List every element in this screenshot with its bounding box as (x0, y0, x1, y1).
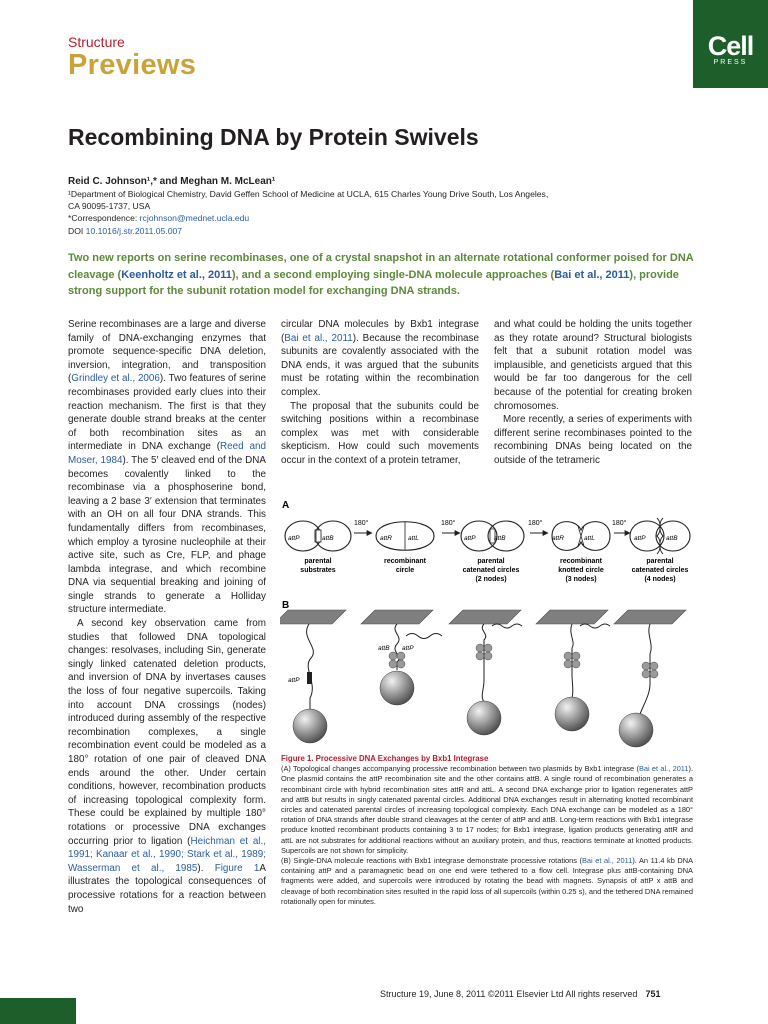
body-paragraph: and what could be holding the units together as they rotate around? Structural biologists felt that a subunit rotation model was implausible, and geneticists argued that this would be far too dangerous for the cell because of the potential for creating broken chromosomes. (494, 319, 692, 412)
magnetic-bead (380, 671, 414, 705)
affiliation-line: ¹Department of Biological Chemistry, David Geffen School of Medicine at UCLA, 615 Charles Young Drive South, Los Angeles, (68, 189, 549, 199)
attp-label-b: attP (402, 645, 414, 652)
attp-label: attP (288, 677, 300, 684)
body-text: ). The 5′ cleaved end of the DNA becomes covalently linked to the recombinase via a phosphoserine bond, leaving a 2 base 3′ extension that terminates with an OH on all four DNA strands. This fundamentally differs from recombinases, which employ a tyrosine nucleophile at their active site, such as Cre, FLP, and phage lambda integrase, and which recombine DNA via sequential breaking and joining of single strands to generate a Holliday structure intermediate. (68, 454, 266, 616)
caption-paragraph (281, 764, 693, 856)
ref-link[interactable]: Bai et al., 2011 (284, 332, 353, 344)
site-label: attB (494, 535, 506, 542)
panel-b-label: B (282, 600, 290, 611)
footer-citation: Structure 19, June 8, 2011 ©2011 Elsevier Ltd All rights reserved (380, 989, 638, 999)
body-paragraph: The proposal that the subunits could be switching positions within a recombinase complex was met with considerable skepticism. How could such movements occur in the context of a protein tetramer, (281, 400, 479, 466)
site-label: attL (408, 535, 419, 542)
doi-link[interactable]: 10.1016/j.str.2011.05.007 (85, 225, 183, 236)
attb-label: attB (378, 645, 390, 652)
paramagnetic-beads (293, 671, 653, 747)
integrase-subunit (476, 644, 484, 652)
cell-press-logo[interactable] (693, 0, 768, 88)
dna-strand (571, 624, 573, 698)
correspondence-label: *Correspondence: (68, 213, 140, 224)
body-text: ). (197, 862, 215, 874)
stage-labels (300, 558, 688, 583)
site-label: attB (322, 535, 334, 542)
body-paragraph (68, 617, 266, 916)
stage-label: recombinant (559, 558, 603, 565)
logo-sub-text: PRESS (713, 59, 748, 66)
integrase-subunit (397, 652, 405, 660)
rotation-label: 180° (612, 520, 627, 527)
stage-label: (3 nodes) (565, 576, 597, 583)
page-footer (380, 989, 660, 999)
body-paragraph (281, 318, 479, 400)
integrase-subunit (642, 662, 650, 670)
correspondence-line (68, 212, 628, 224)
affiliation-block (68, 188, 628, 237)
stage-label: catenated circles (631, 567, 689, 574)
flow-cell-surface (614, 610, 686, 624)
stage-label: catenated circles (462, 567, 520, 574)
panel-a-label: A (282, 500, 290, 511)
caption-text: ). One plasmid contains the attP recombination site and the other contains attB. A single round of recombination generates a recombinant circle with hybrid recombination sites attR and attL. A second DNA exchange prior to ligation regenerates attP and attB but results in singly catenated parental circles. Additional DNA exchanges result in alternating knotted recombinant circles and catenated parental circles of increasing topological complexity. Each DNA exchange can be modeled as a 180° rotation of DNA strands after double strand cleavages at the center of attP and attB. Long-term reactions with Bxb1 integrase produce knotted recombinant products containing 3 to 17 nodes; for Bxb1 integrase, ligation products generating attR and attL are not substrates for additional reactions without an auxiliary protein, and thus, reactions terminate at knotted products. Supercoils are not shown for simplicity. (281, 764, 693, 855)
body-text: A second key observation came from studies that followed DNA topological changes: resolvases, including Sin, generate singly linked catenated deletion products, and inversion of DNA by invertases causes the loss of four negative supercoils. Taking into account DNA crossings (nodes) introduced during assembly of the respective recombination complexes, a single recombination event could be modeled as a 180° rotation of one pair of cleaved DNA ends around the other. Under certain conditions, however, recombination products of increasing topological complexity form. These could be explained by multiple 180° rotations or processive DNA exchanges occurring prior to ligation ( (68, 618, 266, 847)
caption-title: Figure 1. Processive DNA Exchanges by Bxb1 Integrase (281, 754, 489, 763)
attb-fragment (580, 624, 610, 628)
site-label: attR (380, 535, 392, 542)
stage-label: recombinant (383, 558, 427, 565)
stage-label: parental (304, 558, 332, 565)
site-label: attB (666, 535, 678, 542)
correspondence-email-link[interactable]: rcjohnson@mednet.ucla.edu (139, 213, 250, 224)
body-column-3 (494, 318, 692, 468)
figure-link[interactable]: Figure 1 (214, 862, 260, 874)
ref-link-keenholtz[interactable]: Keenholtz et al., 2011 (121, 268, 232, 281)
magnetic-bead (619, 713, 653, 747)
magnetic-bead (555, 697, 589, 731)
stage-label: parental (646, 558, 674, 565)
flow-cell-surface (361, 610, 433, 624)
dna-strand (482, 624, 486, 702)
flow-cell-surface (280, 610, 346, 624)
integrase-subunit (650, 670, 658, 678)
body-text: A illustrates the topological consequences of processive rotations for a reaction between two (68, 862, 267, 915)
attb-fragment (492, 624, 522, 628)
ref-link[interactable]: Heichman et al., 1991; Kanaar et al., 1990; Stark et al., 1989; Wasserman et al., 1985 (68, 835, 266, 874)
body-text: ). Because the recombinase subunits are covalently associated with the DNA ends, it was argued that the subunits must be rotating within the recombination complex. (281, 332, 479, 398)
section-label: Structure (68, 34, 125, 50)
stage-label: (4 nodes) (644, 576, 676, 583)
ref-link-bai[interactable]: Bai et al., 2011 (554, 268, 630, 281)
integrase-subunit (564, 652, 572, 660)
stage-label: knotted circle (558, 567, 604, 574)
integrase-subunit (642, 670, 650, 678)
integrase-subunit (572, 660, 580, 668)
abstract-text: ), and a second employing single-DNA molecule approaches ( (231, 268, 555, 281)
panel-b-diagram (280, 610, 686, 747)
integrase-subunit (484, 644, 492, 652)
logo-main-text: Cell (707, 31, 754, 61)
caption-text: (B) Single-DNA molecule reactions with Bxb1 integrase demonstrate processive rotations ( (281, 856, 582, 866)
tethered-dna-strands (307, 624, 652, 714)
integrase-subunit (389, 660, 397, 668)
body-text: Serine recombinases are a large and diverse family of DNA-exchanging enzymes that promote sequence-specific DNA deletion, inversion, integration, and transposition ( (68, 319, 266, 385)
subsection-label: Previews (68, 49, 197, 81)
page-number: 751 (645, 989, 661, 999)
stage-label: substrates (300, 567, 336, 574)
body-text: ). Two features of serine recombinases provided early clues into their reaction mechanism. The first is that they generate double strand breaks at the center of both recombination sites as an intermediate in DNA exchange ( (68, 373, 266, 453)
affiliation-line: CA 90095-1737, USA (68, 201, 151, 212)
site-label: attP (464, 535, 476, 542)
figure-caption (281, 754, 693, 907)
ref-link[interactable]: Reed and Moser, 1984 (68, 441, 267, 466)
ref-link[interactable]: Bai et al., 2011 (638, 764, 689, 774)
panel-a-diagram (285, 518, 690, 583)
flow-cell-surface (449, 610, 521, 624)
abstract (68, 250, 698, 300)
attb-fragment (406, 634, 442, 639)
integrase-subunit (484, 652, 492, 660)
integrase-subunit (389, 652, 397, 660)
integrase-subunit (572, 652, 580, 660)
body-column-1 (68, 318, 266, 916)
ref-link[interactable]: Grindley et al., 2006 (71, 373, 160, 385)
flow-cell-panels (280, 610, 686, 624)
rotation-label: 180° (441, 520, 456, 527)
rotation-label: 180° (528, 520, 543, 527)
caption-paragraph (281, 856, 693, 907)
ref-link[interactable]: Bai et al., 2011 (581, 856, 633, 866)
integrase-complexes (389, 644, 658, 678)
site-label: attP (288, 535, 300, 542)
body-text: circular DNA molecules by Bxb1 integrase ( (281, 319, 479, 344)
site-label: attL (584, 535, 595, 542)
body-paragraph: More recently, a series of experiments with different serine recombinases pointed to the recombining DNAs being located on the outside of the tetrameric (494, 414, 692, 466)
magnetic-bead (467, 701, 501, 735)
site-labels (288, 535, 678, 542)
integrase-subunit (564, 660, 572, 668)
attp-site-marker (307, 672, 312, 684)
integrase-subunit (397, 660, 405, 668)
doi-label: DOI (68, 225, 86, 236)
integrase-subunit (650, 662, 658, 670)
footer-color-bar (0, 998, 76, 1024)
stage-label: circle (395, 567, 415, 574)
article-title: Recombining DNA by Protein Swivels (68, 124, 479, 150)
author-list: Reid C. Johnson¹,* and Meghan M. McLean¹ (68, 176, 276, 187)
abstract-text: ), provide strong support for the subunit rotation model for exchanging DNA strands. (68, 268, 679, 297)
dna-strand (307, 624, 314, 710)
magnetic-bead (293, 709, 327, 743)
doi-line (68, 225, 628, 237)
caption-text: (A) Topological changes accompanying processive recombination between two plasmids by Bxb1 integrase ( (281, 764, 639, 774)
rotation-label: 180° (354, 520, 369, 527)
integrase-subunit (476, 652, 484, 660)
body-paragraph (68, 318, 266, 617)
site-label: attR (552, 535, 564, 542)
flow-cell-surface (536, 610, 608, 624)
figure-1 (280, 498, 694, 750)
body-column-2 (281, 318, 479, 468)
stage-label: (2 nodes) (475, 576, 507, 583)
stage-label: parental (477, 558, 505, 565)
site-label: attP (634, 535, 646, 542)
abstract-text: Two new reports on serine recombinases, one of a crystal snapshot in an alternate rotational conformer poised for DNA cleavage ( (68, 252, 694, 281)
caption-text: ). An 11.4 kb DNA containing attP and a paramagnetic bead on one end were tethered to a flow cell. Integrase plus attB-containing DNA fragments were added, and supercoils were introduced by rotating the bead with magnets. Synapsis of attP x attB and cleavage of both recombination sites resulted in the rapid loss of all supercoils (within 0.25 s), and the tethered DNA remained rotationally open for minutes. (281, 856, 694, 906)
